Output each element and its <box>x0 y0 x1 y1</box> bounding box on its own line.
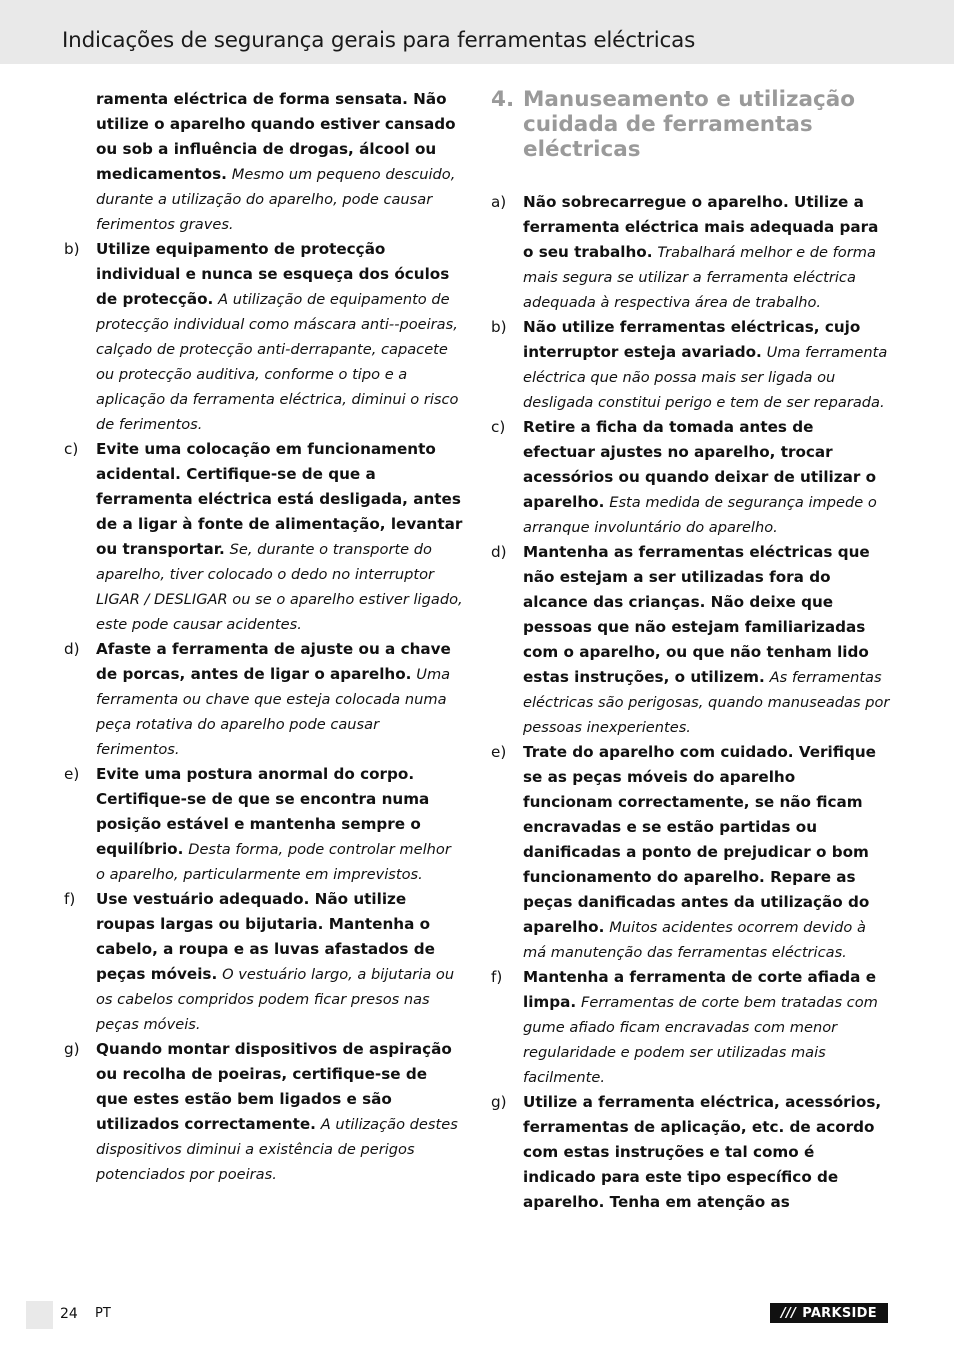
logo-stripes-icon: /// <box>781 1305 797 1321</box>
list-item <box>59 762 463 887</box>
item-italic-text: Ferramentas de corte bem tratadas com gume afiado ficam encravadas com menor regularidade e podem ser utilizadas mais facilmente. <box>523 994 878 1086</box>
list-item <box>486 315 890 415</box>
list-item <box>59 1037 463 1187</box>
item-bold-text: Use vestuário adequado. Não utilize roupas largas ou bijutaria. Mantenha o cabelo, a roupa e as luvas afastados de peças móveis. <box>96 890 435 983</box>
page-title: Indicações de segurança gerais para ferramentas eléctricas <box>62 28 696 53</box>
item-italic-text: A utilização destes dispositivos diminui a existência de perigos potenciados por poeiras. <box>96 1116 458 1183</box>
item-italic-text: Uma ferramenta eléctrica que não possa mais ser ligada ou desligada constitui perigo e tem de ser reparada. <box>523 344 888 411</box>
header-band <box>0 0 954 64</box>
item-label: c) <box>491 418 506 436</box>
list-item <box>59 237 463 437</box>
item-italic-text: Uma ferramenta ou chave que esteja colocada numa peça rotativa do aparelho pode causar ferimentos. <box>96 666 451 758</box>
list-item <box>59 437 463 637</box>
item-italic-text: Se, durante o transporte do aparelho, tiver colocado o dedo no interruptor LIGAR / DESLIGAR ou se o aparelho estiver ligado, este pode causar acidentes. <box>96 541 463 633</box>
language-code: PT <box>95 1306 111 1321</box>
list-item <box>59 887 463 1037</box>
item-italic-text: As ferramentas eléctricas são perigosas, quando manuseadas por pessoas inexperientes. <box>523 669 890 736</box>
list-item <box>59 637 463 762</box>
item-italic-text: Desta forma, pode controlar melhor o aparelho, particularmente em imprevistos. <box>96 841 451 883</box>
list-item <box>486 415 890 540</box>
item-italic-text: Esta medida de segurança impede o arranque involuntário do aparelho. <box>523 494 877 536</box>
item-label: a) <box>491 193 507 211</box>
item-bold-text: Mantenha as ferramentas eléctricas que não estejam a ser utilizadas fora do alcance das crianças. Não deixe que pessoas que não estejam familiarizadas com o aparelho, ou que não tenham lido estas instruções, o utilizem. <box>523 543 870 686</box>
item-label: g) <box>64 1040 80 1058</box>
section-title: Manuseamento e utilização cuidada de ferramentas eléctricas <box>523 87 856 162</box>
item-label: f) <box>64 890 76 908</box>
item-italic-text: O vestuário largo, a bijutaria ou os cabelos compridos podem ficar presos nas peças móveis. <box>96 966 455 1033</box>
page-number: 24 <box>60 1306 78 1322</box>
item-bold-text: Não sobrecarregue o aparelho. Utilize a ferramenta eléctrica mais adequada para o seu trabalho. <box>523 193 879 261</box>
item-italic-text: Trabalhará melhor e de forma mais segura se utilizar a ferramenta eléctrica adequada à respectiva área de trabalho. <box>523 244 876 311</box>
item-label: c) <box>64 440 79 458</box>
item-bold-text: Mantenha a ferramenta de corte afiada e limpa. <box>523 968 876 1011</box>
left-column <box>59 87 463 1187</box>
right-column <box>486 87 890 1215</box>
item-bold-text: Evite uma colocação em funcionamento acidental. Certifique-se de que a ferramenta eléctrica está desligada, antes de a ligar à fonte de alimentação, levantar ou transportar. <box>96 440 463 558</box>
item-bold-text: Afaste a ferramenta de ajuste ou a chave de porcas, antes de ligar o aparelho. <box>96 640 451 683</box>
brand-name: PARKSIDE <box>802 1305 877 1321</box>
item-label: e) <box>491 743 507 761</box>
list-item <box>486 965 890 1090</box>
item-bold-text: Utilize a ferramenta eléctrica, acessórios, ferramentas de aplicação, etc. de acordo com estas instruções e tal como é indicado para este tipo específico de aparelho. Tenha em atenção as <box>523 1093 882 1211</box>
item-bold-text: Quando montar dispositivos de aspiração ou recolha de poeiras, certifique-se de que estes estão bem ligados e são utilizados correctamente. <box>96 1040 452 1133</box>
item-label: d) <box>64 640 80 658</box>
section-number: 4. <box>491 87 515 112</box>
item-label: b) <box>64 240 80 258</box>
list-item <box>486 740 890 965</box>
item-bold-text: Trate do aparelho com cuidado. Verifique se as peças móveis do aparelho funcionam correctamente, se não ficam encravadas e se estão partidas ou danificadas a ponto de prejudicar o bom funcionamento do aparelho. Repare as peças danificadas antes da utilização do aparelho. <box>523 743 876 936</box>
item-label: f) <box>491 968 503 986</box>
item-label: g) <box>491 1093 507 1111</box>
section-heading <box>486 87 890 162</box>
page-number-tab <box>26 1301 53 1329</box>
list-item <box>486 540 890 740</box>
item-italic-text: Muitos acidentes ocorrem devido à má manutenção das ferramentas eléctricas. <box>523 919 866 961</box>
item-label: d) <box>491 543 507 561</box>
item-bold-text: Evite uma postura anormal do corpo. Certifique-se de que se encontra numa posição estável e mantenha sempre o equilíbrio. <box>96 765 430 858</box>
intro-bold-text: ramenta eléctrica de forma sensata. Não utilize o aparelho quando estiver cansado ou sob a influência de drogas, álcool ou medicamentos. <box>96 90 456 183</box>
item-bold-text: Utilize equipamento de protecção individual e nunca se esqueça dos óculos de protecção. <box>96 240 450 308</box>
item-italic-text: A utilização de equipamento de protecção individual como máscara anti--poeiras, calçado de protecção anti-derrapante, capacete ou protecção auditiva, conforme o tipo e a aplicação da ferramenta eléctrica, diminui o risco de ferimentos. <box>96 291 459 433</box>
item-label: e) <box>64 765 80 783</box>
item-bold-text: Não utilize ferramentas eléctricas, cujo interruptor esteja avariado. <box>523 318 861 361</box>
item-bold-text: Retire a ficha da tomada antes de efectuar ajustes no aparelho, trocar acessórios ou quando deixar de utilizar o aparelho. <box>523 418 877 511</box>
parkside-logo <box>770 1303 888 1323</box>
intro-paragraph <box>59 87 463 237</box>
list-item <box>486 1090 890 1215</box>
intro-italic-text: Mesmo um pequeno descuido, durante a utilização do aparelho, pode causar ferimentos graves. <box>96 166 456 233</box>
list-item <box>486 190 890 315</box>
item-label: b) <box>491 318 507 336</box>
